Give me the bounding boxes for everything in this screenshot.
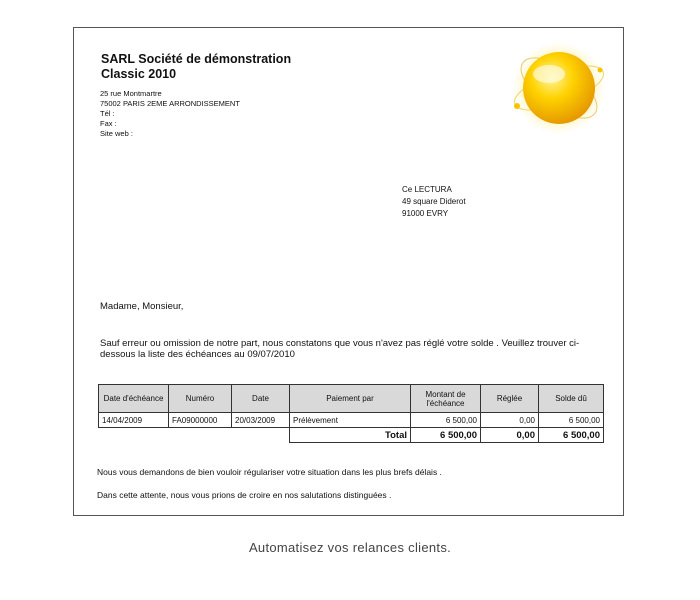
col-header-paid: Réglée [481, 385, 539, 413]
recipient-name: Ce LECTURA [402, 185, 452, 194]
table-header-row [99, 385, 604, 413]
closing-request: Nous vous demandons de bien vouloir régulariser votre situation dans les plus brefs délais . [97, 467, 442, 477]
company-name: SARL Société de démonstration [101, 52, 292, 66]
greeting: Madame, Monsieur, [100, 301, 184, 312]
recipient-city: 91000 EVRY [402, 209, 449, 218]
col-header-number: Numéro [169, 385, 232, 413]
cell-number: FA09000000 [169, 413, 232, 428]
col-header-balance: Solde dû [539, 385, 604, 413]
table-row [99, 413, 604, 428]
cell-due-date: 14/04/2009 [99, 413, 169, 428]
reminder-letter [73, 27, 624, 516]
company-logo-icon [499, 40, 609, 135]
cell-balance: 6 500,00 [539, 413, 604, 428]
company-edition: Classic 2010 [101, 67, 177, 81]
cell-amount: 6 500,00 [411, 413, 481, 428]
col-header-amount: Montant de l'échéance [411, 385, 481, 413]
cell-payment-method: Prélèvement [290, 413, 411, 428]
company-tel: Tél : [100, 109, 115, 118]
total-paid: 0,00 [481, 428, 539, 443]
col-header-payment-method: Paiement par [290, 385, 411, 413]
company-city: 75002 PARIS 2EME ARRONDISSEMENT [100, 99, 240, 108]
marketing-caption: Automatisez vos relances clients. [248, 540, 452, 555]
company-street: 25 rue Montmartre [100, 89, 162, 98]
recipient-street: 49 square Diderot [402, 197, 466, 206]
closing-salutation: Dans cette attente, nous vous prions de croire en nos salutations distinguées . [97, 490, 392, 500]
total-balance: 6 500,00 [539, 428, 604, 443]
intro-paragraph: Sauf erreur ou omission de notre part, nous constatons que vous n'avez pas réglé votre solde . Veuillez trouver ci-dessous la liste des échéances au 09/07/2010 [100, 338, 580, 360]
total-amount: 6 500,00 [411, 428, 481, 443]
cell-date: 20/03/2009 [232, 413, 290, 428]
col-header-due-date: Date d'échéance [99, 385, 169, 413]
company-fax: Fax : [100, 119, 117, 128]
total-label: Total [290, 428, 411, 443]
col-header-date: Date [232, 385, 290, 413]
installments-table [98, 384, 604, 443]
company-website: Site web : [100, 129, 133, 138]
table-total-row [99, 428, 604, 443]
cell-paid: 0,00 [481, 413, 539, 428]
